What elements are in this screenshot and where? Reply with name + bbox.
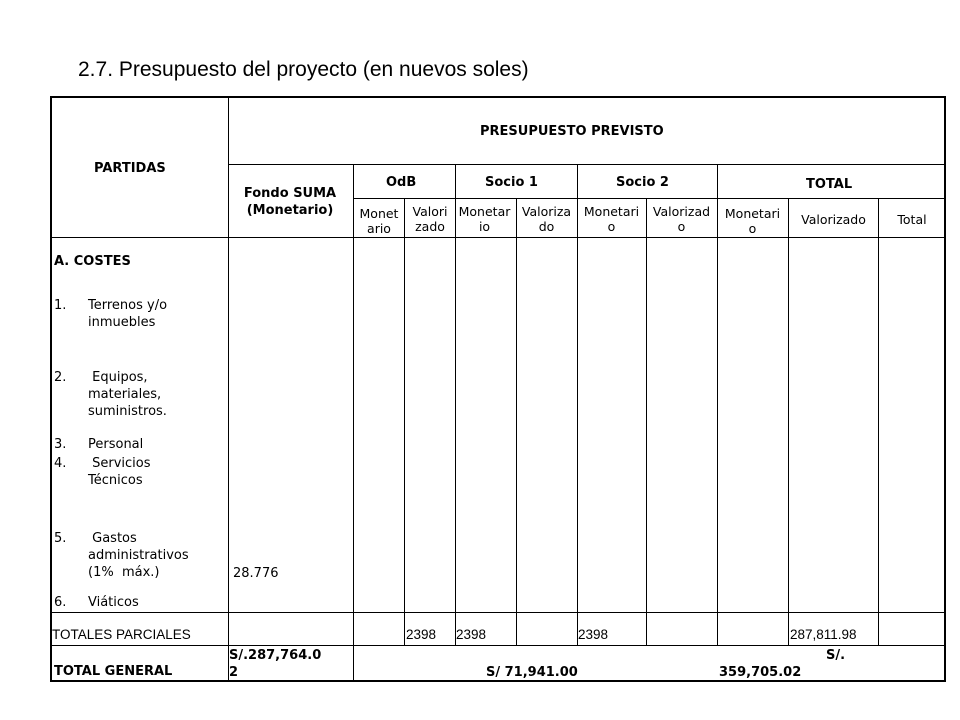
- total-general-label: TOTAL GENERAL: [54, 664, 173, 679]
- item-label: Equipos, materiales, suministros.: [88, 370, 167, 419]
- subheader-odb-monetario: Monet ario: [359, 206, 399, 236]
- item-number: 6.: [54, 595, 67, 610]
- item-number: 1.: [54, 298, 67, 313]
- item-number: 5.: [54, 531, 67, 546]
- col-divider-socio2-sub: [646, 198, 647, 645]
- subheader-socio2-monetario: Monetari o: [583, 204, 640, 234]
- row-divider-parciales: [51, 612, 945, 613]
- item-label: Servicios Técnicos: [88, 456, 151, 488]
- row-divider-header2: [353, 198, 945, 199]
- row-divider-header1: [228, 164, 945, 165]
- item-label: Gastos administrativos (1% máx.): [88, 531, 189, 580]
- subheader-socio1-valorizado: Valoriza do: [521, 204, 572, 234]
- header-total: TOTAL: [806, 177, 853, 192]
- item-number: 3.: [54, 437, 67, 452]
- item-number: 4.: [54, 456, 67, 471]
- col-divider-partidas: [228, 97, 229, 681]
- item-number: 2.: [54, 370, 67, 385]
- row-divider-header3: [51, 237, 945, 238]
- fondo-value: 28.776: [233, 566, 279, 581]
- subheader-socio1-monetario: Monetar io: [458, 204, 511, 234]
- subheader-total-valorizado: Valorizado: [801, 212, 866, 227]
- section-costes: A. COSTES: [54, 254, 131, 269]
- subheader-socio2-valorizado: Valorizad o: [652, 204, 711, 234]
- subheader-total-total: Total: [897, 212, 927, 227]
- total-general-socios: S/ 71,941.00: [486, 665, 578, 680]
- total-general-prefix: S/.: [826, 648, 846, 663]
- socio2-monetario-total: 2398: [578, 627, 609, 642]
- row-divider-general: [51, 645, 945, 646]
- col-divider-total-sub2: [878, 198, 879, 645]
- subheader-total-monetario: Monetari o: [724, 206, 781, 236]
- page-title: 2.7. Presupuesto del proyecto (en nuevos soles): [78, 58, 529, 81]
- item-label: Personal: [88, 437, 144, 452]
- total-general-value: 359,705.02: [719, 665, 802, 680]
- header-socio1: Socio 1: [485, 175, 538, 190]
- header-presupuesto-previsto: PRESUPUESTO PREVISTO: [480, 124, 664, 139]
- socio1-monetario-total: 2398: [456, 627, 487, 642]
- item-label: Terrenos y/o inmuebles: [88, 298, 168, 330]
- header-socio2: Socio 2: [616, 175, 669, 190]
- col-divider-socio1-sub: [516, 198, 517, 645]
- item-label: Viáticos: [88, 595, 139, 610]
- totales-parciales-label: TOTALES PARCIALES: [52, 627, 191, 642]
- subheader-odb-valorizado: Valori zado: [412, 204, 448, 234]
- header-partidas: PARTIDAS: [94, 161, 166, 176]
- odb-valorizado-total: 2398: [406, 627, 437, 642]
- col-divider-fondo: [353, 164, 354, 681]
- header-fondo-suma: Fondo SUMA (Monetario): [243, 186, 337, 218]
- total-general-fondo: S/.287,764.0 2: [229, 648, 322, 680]
- col-divider-odb-sub: [404, 198, 405, 645]
- total-valorizado-total: 287,811.98: [790, 627, 857, 642]
- header-odb: OdB: [386, 175, 417, 190]
- col-divider-total-sub1: [788, 198, 789, 645]
